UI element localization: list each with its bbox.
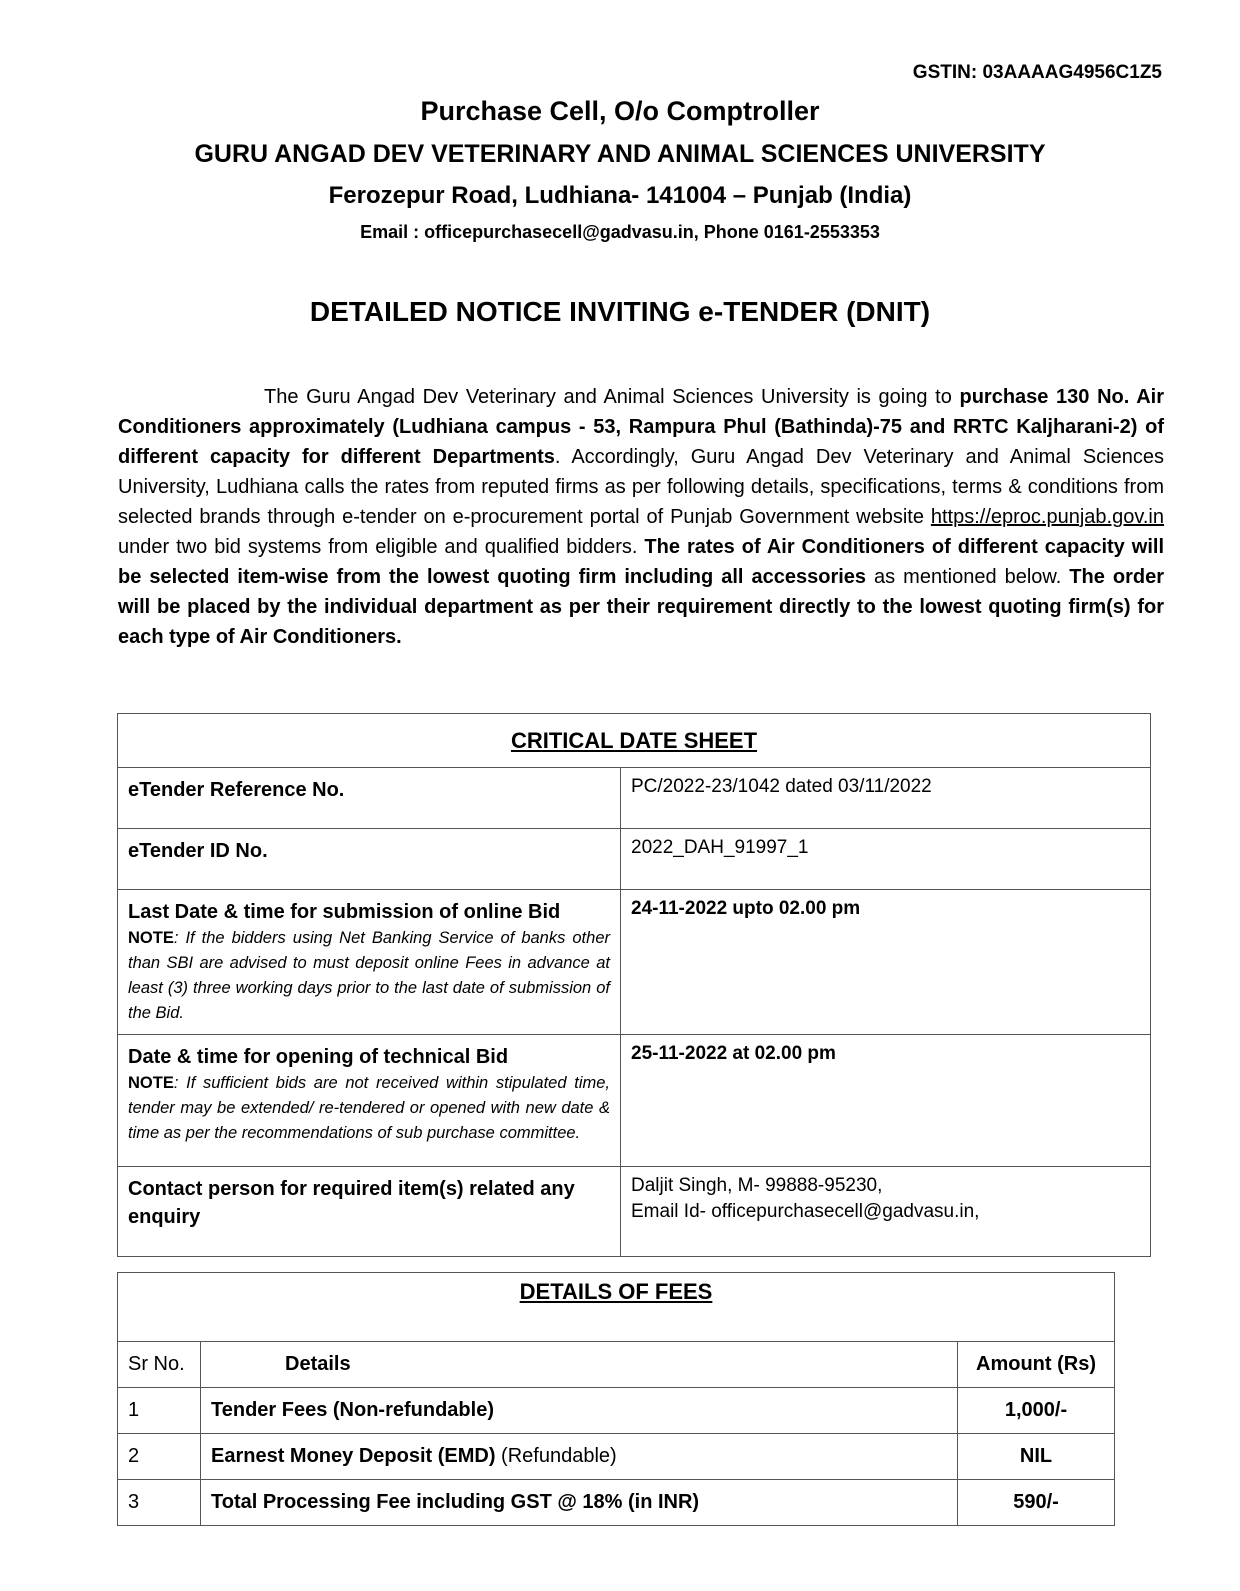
opening-note: NOTE: If sufficient bids are not received within stipulated time, tender may be extended/ re-tendered or opened with new date & time as per the recommendations of sub purchase committee. (128, 1074, 610, 1142)
eproc-link[interactable]: https://eproc.punjab.gov.in (930, 506, 1164, 528)
contact-line: Email : officepurchasecell@gadvasu.in, Phone 0161-2553353 (360, 222, 880, 242)
cds-label-tender-id: eTender ID No. (118, 829, 621, 890)
cds-value-tender-id: 2022_DAH_91997_1 (621, 829, 1151, 890)
table-row (118, 1035, 1151, 1167)
fees-details: Total Processing Fee including GST @ 18% (in INR) (201, 1480, 958, 1526)
contact-email: Email Id- officepurchasecell@gadvasu.in, (631, 1201, 980, 1222)
cds-label-opening (118, 1035, 621, 1167)
critical-date-sheet-table (117, 713, 1151, 1257)
intro-text-4: as mentioned below. (866, 566, 1070, 588)
table-row (118, 768, 1151, 829)
table-row (118, 1167, 1151, 1257)
fees-sr: 3 (118, 1480, 201, 1526)
intro-text-2: . Accordingly, Guru Angad Dev Veterinary and Animal Sciences University, Ludhiana calls the rates from reputed firms as per following details, specifications, terms & conditions from selected brands through e-tender on e-procurement portal of Punjab Government website (118, 446, 1164, 528)
document-title: DETAILED NOTICE INVITING e-TENDER (DNIT) (309, 296, 931, 327)
cds-value-submission: 24-11-2022 upto 02.00 pm (621, 890, 1151, 1035)
cds-value-reference: PC/2022-23/1042 dated 03/11/2022 (621, 768, 1151, 829)
table-row (118, 1434, 1115, 1480)
fees-amount: 590/- (958, 1480, 1115, 1526)
opening-label: Date & time for opening of technical Bid (128, 1046, 509, 1068)
university-address: Ferozepur Road, Ludhiana- 141004 – Punjab (India) (328, 182, 912, 209)
critical-date-sheet-heading: CRITICAL DATE SHEET (118, 714, 1151, 768)
fees-amount: NIL (958, 1434, 1115, 1480)
office-name: Purchase Cell, O/o Comptroller (420, 96, 820, 126)
fees-col-sr: Sr No. (118, 1342, 201, 1388)
table-row (118, 1342, 1115, 1388)
table-row (118, 1388, 1115, 1434)
intro-text-3: under two bid systems from eligible and qualified bidders. (118, 536, 645, 558)
contact-person: Daljit Singh, M- 99888-95230, (631, 1175, 883, 1196)
cds-label-contact: Contact person for required item(s) related any enquiry (118, 1167, 621, 1257)
cds-value-opening: 25-11-2022 at 02.00 pm (621, 1035, 1151, 1167)
submission-label: Last Date & time for submission of online Bid (128, 901, 561, 923)
cds-label-reference: eTender Reference No. (118, 768, 621, 829)
fees-sr: 1 (118, 1388, 201, 1434)
fees-details: Tender Fees (Non-refundable) (201, 1388, 958, 1434)
intro-text-1: The Guru Angad Dev Veterinary and Animal Sciences University is going to (264, 386, 960, 408)
cds-label-submission (118, 890, 621, 1035)
intro-bold-3: The order will be placed by the individual department as per their requirement directly to the lowest quoting firm(s) for each type of Air Conditioners. (118, 566, 1164, 648)
gstin-number: GSTIN: 03AAAAG4956C1Z5 (912, 62, 1162, 83)
table-row (118, 829, 1151, 890)
table-row (118, 890, 1151, 1035)
table-row (118, 1480, 1115, 1526)
fees-col-details: Details (201, 1342, 958, 1388)
fees-details: Earnest Money Deposit (EMD) (Refundable) (201, 1434, 958, 1480)
university-name: GURU ANGAD DEV VETERINARY AND ANIMAL SCIENCES UNIVERSITY (194, 140, 1046, 168)
cds-value-contact (621, 1167, 1151, 1257)
fees-amount: 1,000/- (958, 1388, 1115, 1434)
intro-bold-1: purchase 130 No. Air Conditioners approximately (Ludhiana campus - 53, Rampura Phul (Bathinda)-75 and RRTC Kaljharani-2) of different capacity for different Departments (118, 386, 1164, 468)
fees-heading: DETAILS OF FEES (118, 1273, 1115, 1342)
fees-col-amount: Amount (Rs) (958, 1342, 1115, 1388)
submission-note: NOTE: If the bidders using Net Banking Service of banks other than SBI are advised to must deposit online Fees in advance at least (3) three working days prior to the last date of submission of the Bid. (128, 929, 610, 1022)
intro-paragraph (118, 382, 1164, 652)
intro-bold-2: The rates of Air Conditioners of different capacity will be selected item-wise from the lowest quoting firm including all accessories (118, 536, 1164, 588)
fees-sr: 2 (118, 1434, 201, 1480)
fees-table (117, 1272, 1115, 1526)
